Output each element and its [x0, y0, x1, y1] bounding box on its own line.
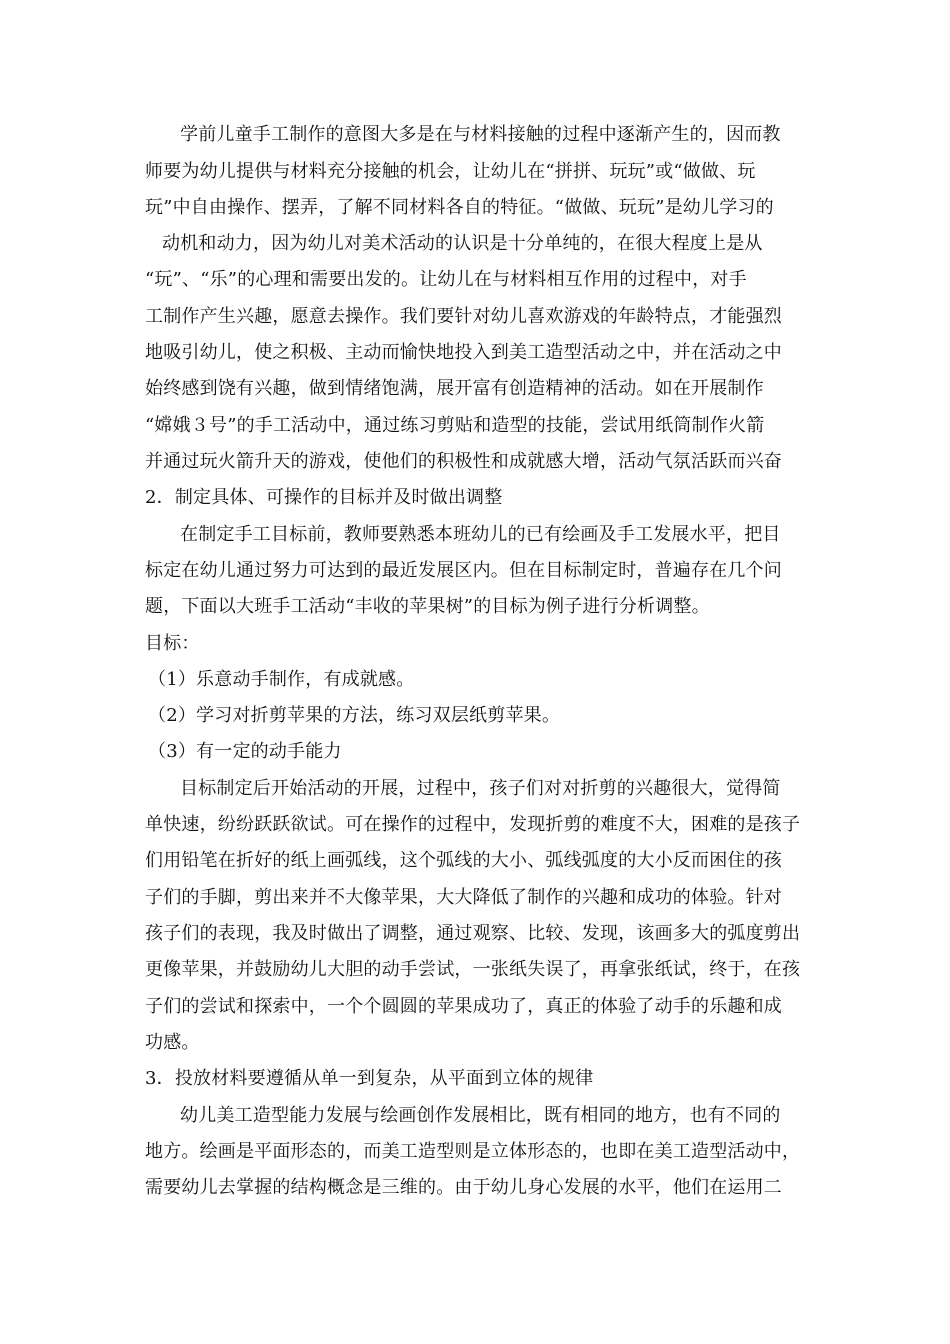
paragraph-line: 地吸引幼儿，使之积极、主动而愉快地投入到美工造型活动之中，并在活动之中: [145, 342, 782, 363]
paragraph-line: 子们的手脚，剪出来并不大像苹果，大大降低了制作的兴趣和成功的体验。针对: [145, 887, 782, 908]
paragraph-line: 始终感到饶有兴趣，做到情绪饱满，展开富有创造精神的活动。如在开展制作: [145, 378, 764, 399]
paragraph-line: 子们的尝试和探索中，一个个圆圆的苹果成功了，真正的体验了动手的乐趣和成: [145, 996, 782, 1017]
paragraph-line: 单快速，纷纷跃跃欲试。可在操作的过程中，发现折剪的难度不大，困难的是孩子: [145, 814, 801, 835]
paragraph-line: 动机和动力，因为幼儿对美术活动的认识是十分单纯的，在很大程度上是从: [162, 233, 763, 254]
goal-item: （2）学习对折剪苹果的方法，练习双层纸剪苹果。: [148, 705, 561, 726]
goal-item: （1）乐意动手制作，有成就感。: [148, 669, 415, 690]
paragraph-line: 目标制定后开始活动的开展，过程中，孩子们对对折剪的兴趣很大，觉得简: [180, 778, 781, 799]
paragraph-line: “玩”、“乐”的心理和需要出发的。让幼儿在与材料相互作用的过程中，对手: [145, 269, 747, 290]
paragraph-line: 地方。绘画是平面形态的，而美工造型则是立体形态的，也即在美工造型活动中，: [145, 1141, 801, 1162]
section-heading: 3．投放材料要遵循从单一到复杂，从平面到立体的规律: [145, 1068, 594, 1089]
paragraph-line: “嫦娥３号”的手工活动中，通过练习剪贴和造型的技能，尝试用纸筒制作火箭: [145, 415, 765, 436]
paragraph-line: 题，下面以大班手工活动“丰收的苹果树”的目标为例子进行分析调整。: [145, 596, 710, 617]
paragraph-line: 学前儿童手工制作的意图大多是在与材料接触的过程中逐渐产生的，因而教: [180, 124, 781, 145]
paragraph-line: 功感。: [145, 1032, 200, 1053]
paragraph-line: 在制定手工目标前，教师要熟悉本班幼儿的已有绘画及手工发展水平，把目: [180, 524, 781, 545]
paragraph-line: 工制作产生兴趣，愿意去操作。我们要针对幼儿喜欢游戏的年龄特点，才能强烈: [145, 306, 782, 327]
paragraph-line: 们用铅笔在折好的纸上画弧线，这个弧线的大小、弧线弧度的大小反而困住的孩: [145, 850, 782, 871]
paragraph-line: 更像苹果，并鼓励幼儿大胆的动手尝试，一张纸失误了，再拿张纸试，终于，在孩: [145, 959, 801, 980]
paragraph-line: 玩”中自由操作、摆弄，了解不同材料各自的特征。“做做、玩玩”是幼儿学习的: [145, 197, 774, 218]
paragraph-line: 并通过玩火箭升天的游戏，使他们的积极性和成就感大增，活动气氛活跃而兴奋: [145, 451, 782, 472]
paragraph-line: 需要幼儿去掌握的结构概念是三维的。由于幼儿身心发展的水平，他们在运用二: [145, 1177, 782, 1198]
paragraph-line: 幼儿美工造型能力发展与绘画创作发展相比，既有相同的地方，也有不同的: [180, 1105, 781, 1126]
paragraph-line: 孩子们的表现，我及时做出了调整，通过观察、比较、发现，该画多大的弧度剪出: [145, 923, 801, 944]
section-heading: 2．制定具体、可操作的目标并及时做出调整: [145, 487, 503, 508]
goal-item: （3）有一定的动手能力: [148, 741, 342, 762]
goal-label: 目标：: [145, 633, 200, 654]
paragraph-line: 师要为幼儿提供与材料充分接触的机会，让幼儿在“拼拼、玩玩”或“做做、玩: [145, 161, 756, 182]
paragraph-line: 标定在幼儿通过努力可达到的最近发展区内。但在目标制定时，普遍存在几个问: [145, 560, 782, 581]
